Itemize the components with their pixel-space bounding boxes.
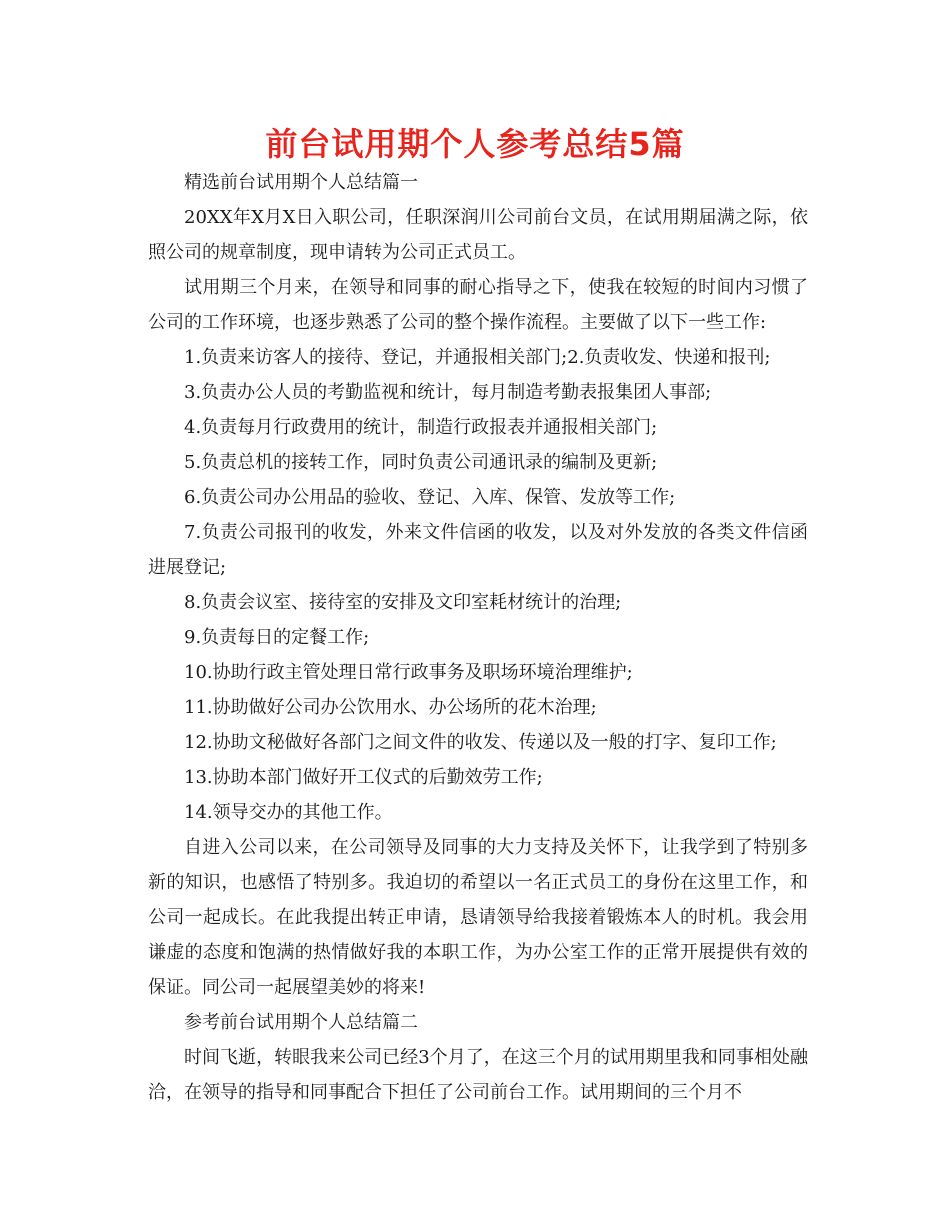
section-heading-two: 参考前台试用期个人总结篇二 (184, 1012, 418, 1033)
list-item: 5.负责总机的接转工作，同时负责公司通讯录的编制及更新; (184, 452, 658, 473)
document-body (148, 165, 808, 1110)
list-item: 13.协助本部门做好开工仪式的后勤效劳工作; (184, 767, 543, 788)
list-item: 3.负责办公人员的考勤监视和统计，每月制造考勤表报集团人事部; (184, 382, 712, 403)
list-item: 4.负责每月行政费用的统计，制造行政报表并通报相关部门; (184, 417, 658, 438)
list-item: 12.协助文秘做好各部门之间文件的收发、传递以及一般的打字、复印工作; (184, 732, 777, 753)
list-item: 6.负责公司办公用品的验收、登记、入库、保管、发放等工作; (184, 487, 676, 508)
list-item: 11.协助做好公司办公饮用水、办公场所的花木治理; (184, 697, 597, 718)
list-item: 9.负责每日的定餐工作; (184, 627, 370, 648)
list-item: 7.负责公司报刊的收发，外来文件信函的收发，以及对外发放的各类文件信函进展登记; (148, 522, 808, 578)
document-title: 前台试用期个人参考总结5篇 (265, 125, 685, 163)
section-heading-one: 精选前台试用期个人总结篇一 (184, 172, 418, 193)
list-item: 10.协助行政主管处理日常行政事务及职场环境治理维护; (184, 662, 633, 683)
list-item: 1.负责来访客人的接待、登记，并通报相关部门;2.负责收发、快递和报刊; (184, 347, 771, 368)
paragraph: 20XX年X月X日入职公司，任职深润川公司前台文员，在试用期届满之际，依照公司的规章制度，现申请转为公司正式员工。 (148, 207, 808, 263)
list-item: 14.领导交办的其他工作。 (184, 802, 393, 823)
paragraph: 自进入公司以来，在公司领导及同事的大力支持及关怀下，让我学到了特别多新的知识，也感悟了特别多。我迫切的希望以一名正式员工的身份在这里工作，和公司一起成长。在此我提出转正申请，恳请领导给我接着锻炼本人的时机。我会用谦虚的态度和饱满的热情做好我的本职工作，为办公室工作的正常开展提供有效的保证。同公司一起展望美妙的将来! (148, 837, 808, 998)
paragraph: 试用期三个月来，在领导和同事的耐心指导之下，使我在较短的时间内习惯了公司的工作环境，也逐步熟悉了公司的整个操作流程。主要做了以下一些工作: (148, 277, 808, 333)
list-item: 8.负责会议室、接待室的安排及文印室耗材统计的治理; (184, 592, 622, 613)
paragraph: 时间飞逝，转眼我来公司已经3个月了，在这三个月的试用期里我和同事相处融洽，在领导的指导和同事配合下担任了公司前台工作。试用期间的三个月不 (148, 1047, 808, 1103)
